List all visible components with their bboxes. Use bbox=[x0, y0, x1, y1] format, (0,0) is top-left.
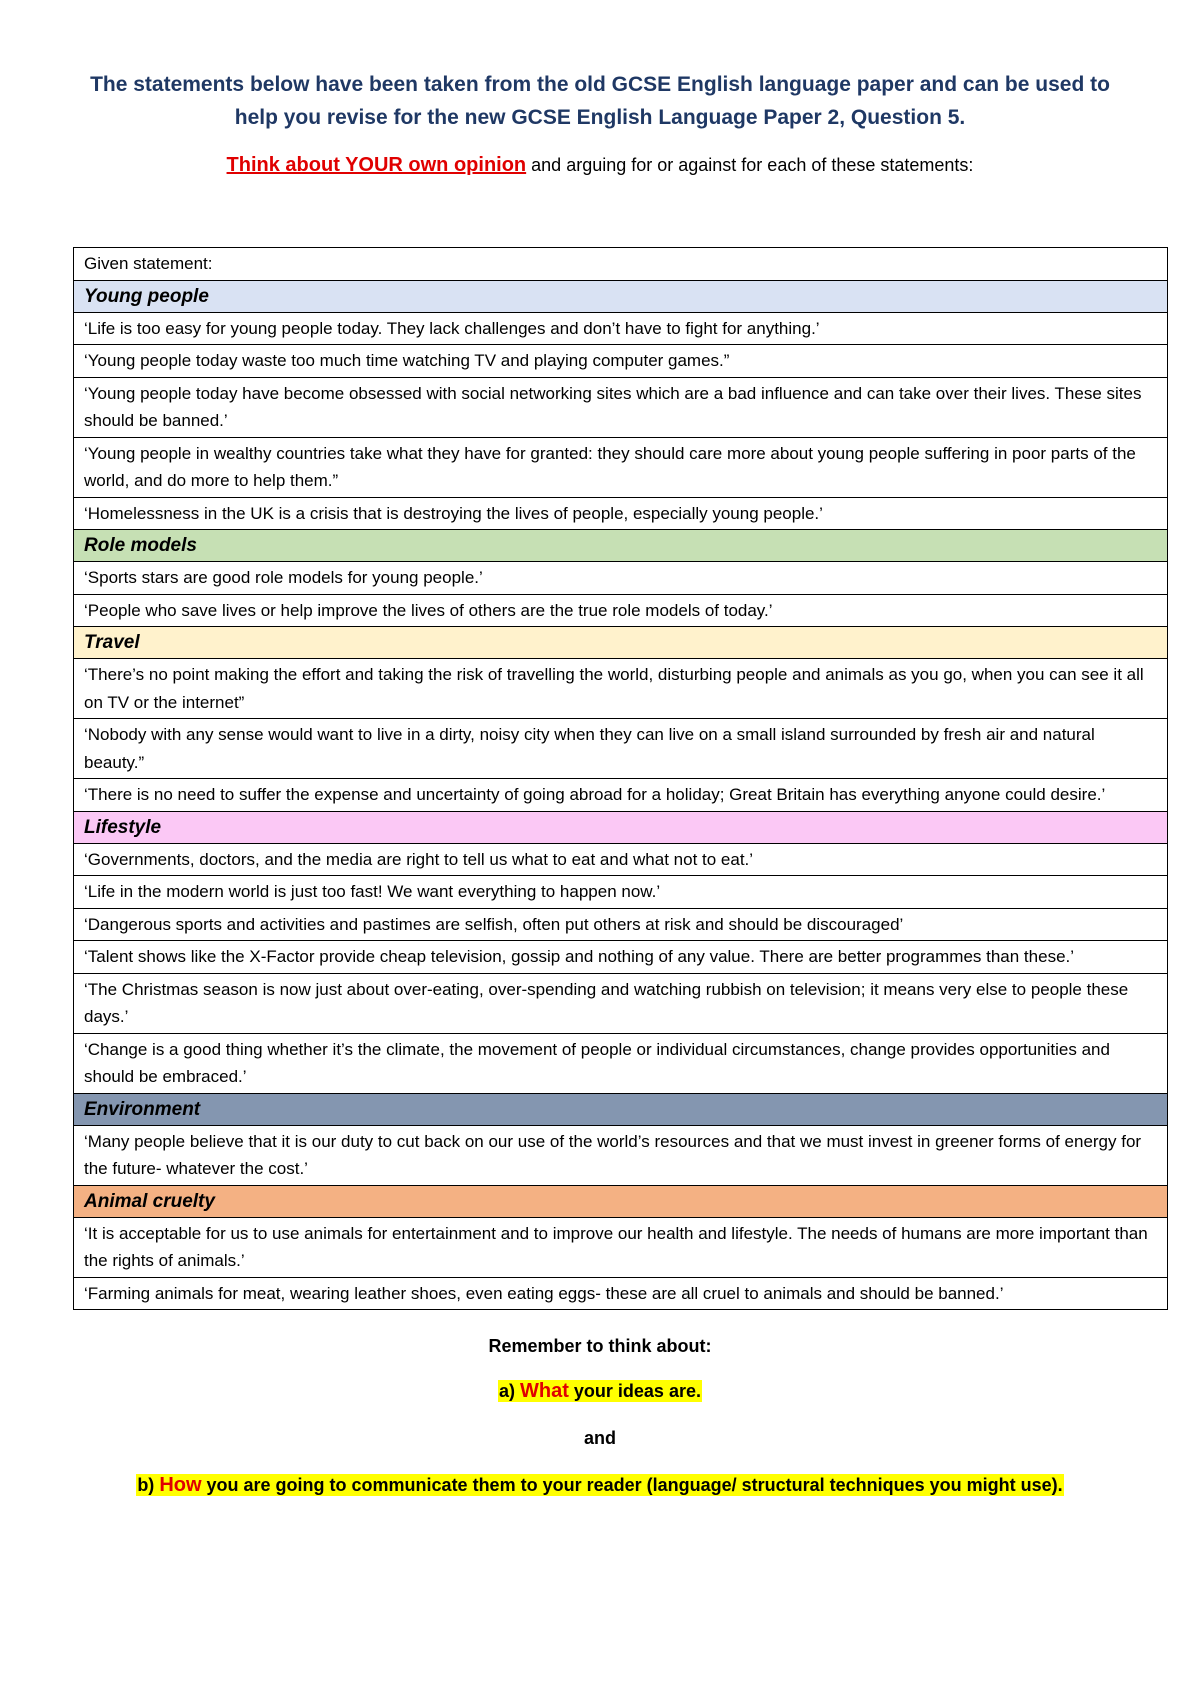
point-a-highlight bbox=[498, 1380, 702, 1402]
point-b-rest: you are going to communicate them to your reader (language/ structural techniques you might use). bbox=[201, 1475, 1063, 1495]
category-heading: Animal cruelty bbox=[74, 1185, 1168, 1217]
statement-cell: ‘People who save lives or help improve the lives of others are the true role models of today.’ bbox=[74, 594, 1168, 627]
title-line-1: The statements below have been taken from the old GCSE English language paper and can be used to bbox=[90, 73, 1110, 96]
category-heading: Young people bbox=[74, 280, 1168, 312]
point-b bbox=[60, 1473, 1140, 1497]
statement-cell: ‘There is no need to suffer the expense and uncertainty of going abroad for a holiday; Great Britain has everything anyone could desire.’ bbox=[74, 779, 1168, 812]
statement-cell: ‘There’s no point making the effort and taking the risk of travelling the world, disturbing people and animals as you go, when you can see it all on TV or the internet” bbox=[74, 659, 1168, 719]
statement-cell: ‘Young people in wealthy countries take what they have for granted: they should care more about young people suffering in poor parts of the world, and do more to help them.” bbox=[74, 437, 1168, 497]
statement-cell: ‘Life in the modern world is just too fast! We want everything to happen now.’ bbox=[74, 876, 1168, 909]
statement-cell: ‘The Christmas season is now just about over-eating, over-spending and watching rubbish on television; it means very else to people these days.’ bbox=[74, 973, 1168, 1033]
statement-row bbox=[74, 594, 1168, 627]
statement-cell: ‘Dangerous sports and activities and pastimes are selfish, often put others at risk and should be discouraged’ bbox=[74, 908, 1168, 941]
category-heading: Lifestyle bbox=[74, 811, 1168, 843]
page-title bbox=[60, 68, 1140, 134]
point-a-rest: your ideas are. bbox=[568, 1381, 701, 1401]
category-heading: Environment bbox=[74, 1093, 1168, 1125]
statement-row bbox=[74, 1125, 1168, 1185]
category-heading: Travel bbox=[74, 627, 1168, 659]
point-b-keyword: How bbox=[159, 1474, 202, 1496]
point-a-keyword: What bbox=[520, 1380, 569, 1402]
statement-cell: ‘It is acceptable for us to use animals for entertainment and to improve our health and lifestyle. The needs of humans are more important than the rights of animals.’ bbox=[74, 1217, 1168, 1277]
category-row-environment bbox=[74, 1093, 1168, 1125]
statement-cell: ‘Change is a good thing whether it’s the climate, the movement of people or individual circumstances, change provides opportunities and should be embraced.’ bbox=[74, 1033, 1168, 1093]
instruction-rest: and arguing for or against for each of these statements: bbox=[526, 155, 974, 175]
category-row-lifestyle bbox=[74, 811, 1168, 843]
statement-row bbox=[74, 973, 1168, 1033]
statement-row bbox=[74, 345, 1168, 378]
statement-row bbox=[74, 843, 1168, 876]
point-a-prefix: a) bbox=[499, 1381, 521, 1401]
statement-row bbox=[74, 497, 1168, 530]
statement-cell: ‘Governments, doctors, and the media are right to tell us what to eat and what not to eat.’ bbox=[74, 843, 1168, 876]
statement-cell: ‘Young people today waste too much time watching TV and playing computer games.” bbox=[74, 345, 1168, 378]
category-heading: Role models bbox=[74, 530, 1168, 562]
title-line-2: help you revise for the new GCSE English Language Paper 2, Question 5. bbox=[234, 106, 966, 129]
category-row-travel bbox=[74, 627, 1168, 659]
statement-row bbox=[74, 437, 1168, 497]
statement-row bbox=[74, 779, 1168, 812]
statement-row bbox=[74, 312, 1168, 345]
point-a bbox=[60, 1379, 1140, 1403]
table-header-cell: Given statement: bbox=[74, 248, 1168, 281]
statement-row bbox=[74, 1277, 1168, 1310]
remember-heading: Remember to think about: bbox=[488, 1336, 712, 1356]
statement-cell: ‘Young people today have become obsessed with social networking sites which are a bad influence and can take over their lives. These sites should be banned.’ bbox=[74, 377, 1168, 437]
category-row-young-people bbox=[74, 280, 1168, 312]
statement-row bbox=[74, 377, 1168, 437]
point-b-highlight bbox=[136, 1474, 1063, 1496]
category-row-animal-cruelty bbox=[74, 1185, 1168, 1217]
statement-row bbox=[74, 1217, 1168, 1277]
instruction-line bbox=[60, 153, 1140, 177]
statement-cell: ‘Homelessness in the UK is a crisis that is destroying the lives of people, especially young people.’ bbox=[74, 497, 1168, 530]
statements-table bbox=[73, 247, 1168, 1310]
statement-cell: ‘Farming animals for meat, wearing leather shoes, even eating eggs- these are all cruel to animals and should be banned.’ bbox=[74, 1277, 1168, 1310]
statement-row bbox=[74, 719, 1168, 779]
statement-cell: ‘Many people believe that it is our duty to cut back on our use of the world’s resources and that we must invest in greener forms of energy for the future- whatever the cost.’ bbox=[74, 1125, 1168, 1185]
statement-cell: ‘Life is too easy for young people today. They lack challenges and don’t have to fight for anything.’ bbox=[74, 312, 1168, 345]
category-row-role-models bbox=[74, 530, 1168, 562]
statement-cell: ‘Nobody with any sense would want to live in a dirty, noisy city when they can live on a small island surrounded by fresh air and natural beauty.” bbox=[74, 719, 1168, 779]
statement-cell: ‘Sports stars are good role models for young people.’ bbox=[74, 562, 1168, 595]
statement-row bbox=[74, 941, 1168, 974]
statement-row bbox=[74, 1033, 1168, 1093]
statement-row bbox=[74, 659, 1168, 719]
point-b-prefix: b) bbox=[137, 1475, 160, 1495]
statement-row bbox=[74, 562, 1168, 595]
statement-row bbox=[74, 908, 1168, 941]
statement-row bbox=[74, 876, 1168, 909]
table-header-row bbox=[74, 248, 1168, 281]
statement-cell: ‘Talent shows like the X-Factor provide cheap television, gossip and nothing of any value. There are better programmes than these.’ bbox=[74, 941, 1168, 974]
instruction-emphasis: Think about YOUR own opinion bbox=[226, 154, 527, 176]
and-text: and bbox=[583, 1428, 616, 1448]
